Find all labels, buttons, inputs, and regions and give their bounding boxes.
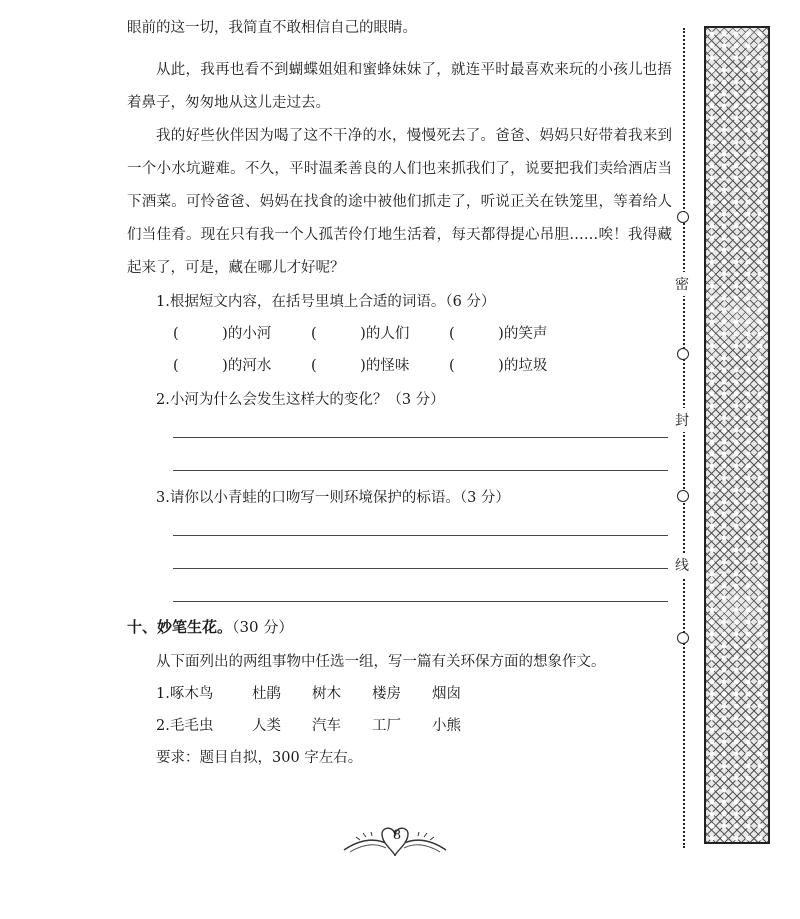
answer-line[interactable] [173,601,668,602]
fill-blank-item[interactable]: ( )的笑声 [449,326,548,342]
word-item: 小熊 [432,718,461,734]
fill-blank-item[interactable]: ( )的垃圾 [449,358,548,374]
section-10-title: 十、妙笔生花。 [127,618,233,636]
binding-char-feng: 封 [675,408,689,432]
word-item: 工厂 [372,718,401,734]
answer-line[interactable] [173,470,668,471]
fill-blank-item[interactable]: ( )的人们 [311,326,410,342]
binding-circle [677,632,689,644]
word-item: 人类 [252,718,281,734]
page-number: 8 [392,828,402,843]
binding-char-mi: 密 [675,272,689,296]
word-item: 1.啄木鸟 [156,686,214,702]
answer-line[interactable] [173,437,668,438]
word-item: 2.毛毛虫 [156,718,214,734]
section-10-score: （30 分） [232,618,294,636]
answer-line[interactable] [173,568,668,569]
answer-line[interactable] [173,535,668,536]
decorative-pattern-border [704,26,770,844]
passage-paragraph-3: 我的好些伙伴因为喝了这不干净的水，慢慢死去了。爸爸、妈妈只好带着我来到一个小水坑避难。不久，平时温柔善良的人们也来抓我们了，说要把我们卖给酒店当下酒菜。可怜爸爸、妈妈在找食的途中被他们抓走了，听说正关在铁笼里，等着给人们当佳肴。现在只有我一个人孤苦伶仃地生活着，每天都得提心吊胆……唉！我得藏起来了，可是，藏在哪儿才好呢？ [127,128,672,276]
binding-circle [677,211,689,223]
word-item: 汽车 [312,718,341,734]
word-item: 烟囱 [432,686,461,702]
binding-char-xian: 线 [675,553,689,577]
section-10-intro: 从下面列出的两组事物中任选一组，写一篇有关环保方面的想象作文。 [156,654,606,670]
fill-blank-item[interactable]: ( )的小河 [173,326,272,342]
binding-circle [677,490,689,502]
word-item: 杜鹃 [252,686,281,702]
fill-blank-item[interactable]: ( )的河水 [173,358,272,374]
section-10-requirement: 要求：题目自拟，300 字左右。 [156,750,363,766]
word-item: 树木 [312,686,341,702]
section-10-heading [127,616,293,637]
word-item: 楼房 [372,686,401,702]
binding-circle [677,348,689,360]
passage-paragraph-1: 眼前的这一切，我简直不敢相信自己的眼睛。 [127,20,417,36]
fill-blank-item[interactable]: ( )的怪味 [311,358,410,374]
question-3-title: 3.请你以小青蛙的口吻写一则环境保护的标语。（3 分） [156,490,510,506]
passage-paragraph-2: 从此，我再也看不到蝴蝶姐姐和蜜蜂妹妹了，就连平时最喜欢来玩的小孩儿也捂着鼻子，匆匆地从这儿走过去。 [127,62,672,111]
binding-dotted-line [683,28,685,848]
question-2-title: 2.小河为什么会发生这样大的变化？（3 分） [156,392,445,408]
question-1-title: 1.根据短文内容，在括号里填上合适的词语。（6 分） [156,294,496,310]
